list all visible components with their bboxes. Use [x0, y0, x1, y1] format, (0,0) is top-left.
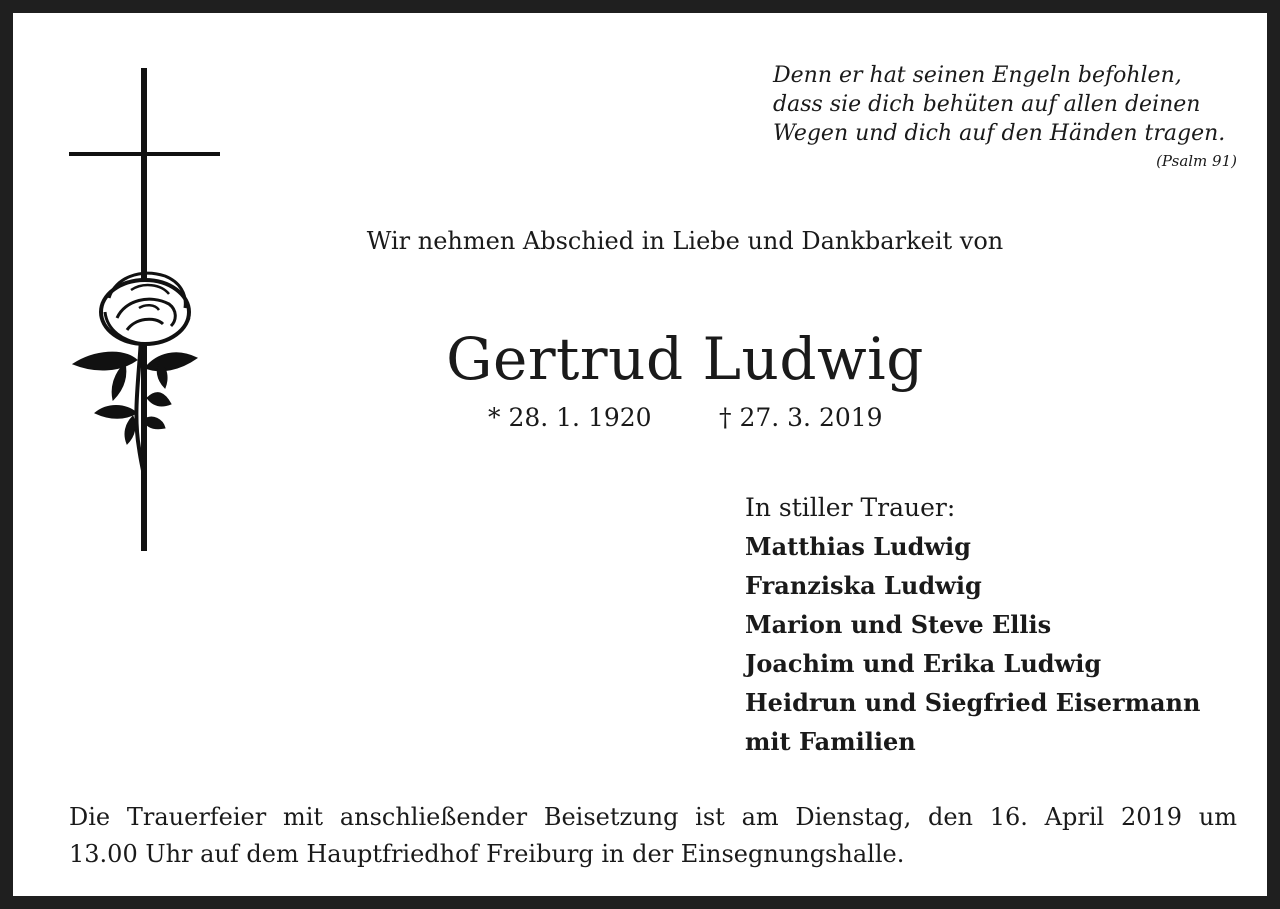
mourner-name: Marion und Steve Ellis	[745, 610, 1052, 639]
funeral-line: Die Trauerfeier mit anschließender Beisetzung ist am Dienstag, den 16. April 2019 um	[69, 803, 1237, 831]
mourners-list	[745, 488, 1200, 761]
mourner-name: Joachim und Erika Ludwig	[745, 649, 1102, 678]
verse-line: Wegen und dich auf den Händen tragen.	[773, 121, 1226, 146]
mourner-name: Heidrun und Siegfried Eisermann	[745, 688, 1201, 717]
verse-line: Denn er hat seinen Engeln befohlen,	[773, 63, 1182, 88]
verse-line: dass sie dich behüten auf allen deinen	[773, 92, 1201, 117]
mourner-name: Franziska Ludwig	[745, 571, 982, 600]
psalm-verse	[773, 61, 1237, 172]
death-date: † 27. 3. 2019	[719, 403, 883, 432]
farewell-intro: Wir nehmen Abschied in Liebe und Dankbarkeit von	[366, 227, 1004, 255]
mourner-name: mit Familien	[745, 727, 916, 756]
deceased-name: Gertrud Ludwig	[446, 325, 924, 393]
mourners-label: In stiller Trauer:	[745, 493, 956, 522]
funeral-details	[69, 799, 1237, 873]
birth-date: * 28. 1. 1920	[488, 403, 652, 432]
mourner-name: Matthias Ludwig	[745, 532, 971, 561]
cross-rose-motif	[65, 68, 225, 553]
funeral-line: 13.00 Uhr auf dem Hauptfriedhof Freiburg in der Einsegnungshalle.	[69, 840, 905, 868]
verse-source: (Psalm 91)	[1156, 152, 1237, 170]
